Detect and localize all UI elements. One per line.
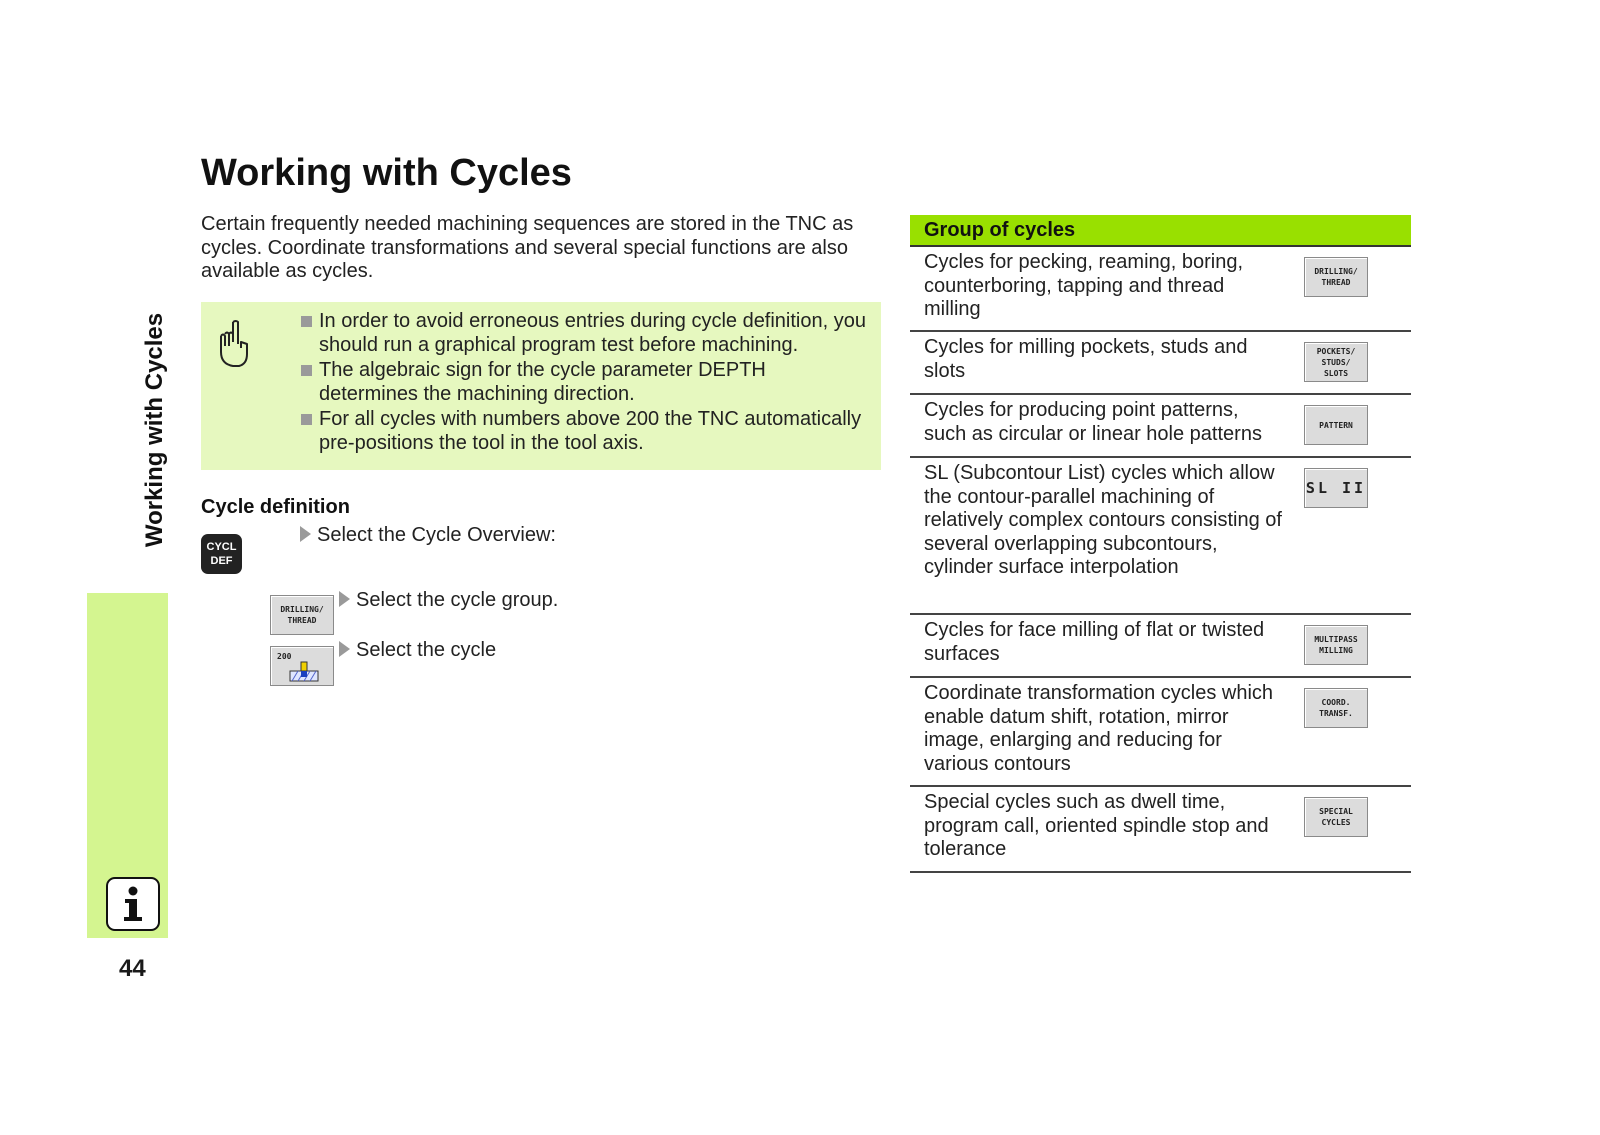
step-select-group: Select the cycle group.	[339, 589, 558, 612]
row-text: Coordinate transformation cycles which enable datum shift, rotation, mirror image, enlarging and reducing for various contours	[924, 682, 1274, 775]
softkey-sl-ii[interactable]: SL II	[1304, 468, 1368, 508]
page-number: 44	[119, 955, 146, 982]
softkey-cycle-200[interactable]: 200	[270, 646, 334, 686]
info-icon	[106, 877, 160, 931]
table-row	[910, 678, 1411, 787]
note-list	[299, 310, 869, 457]
row-text: Special cycles such as dwell time, program call, oriented spindle stop and tolerance	[924, 791, 1269, 860]
intro-paragraph: Certain frequently needed machining sequences are stored in the TNC as cycles. Coordinate transformations and several special functions are also available as cycles.	[201, 213, 854, 282]
cycl-def-key[interactable]: CYCL DEF	[201, 534, 242, 574]
row-text: Cycles for face milling of flat or twisted surfaces	[924, 619, 1265, 665]
arrow-icon	[300, 526, 311, 542]
arrow-icon	[339, 641, 350, 657]
softkey-multipass-milling[interactable]: MULTIPASS MILLING	[1304, 625, 1368, 665]
softkey-drilling-thread[interactable]: DRILLING/ THREAD	[1304, 257, 1368, 297]
pointing-hand-icon	[213, 318, 253, 370]
softkey-drilling-thread[interactable]: DRILLING/ THREAD	[270, 595, 334, 635]
step-select-overview: Select the Cycle Overview:	[300, 524, 556, 547]
table-row	[910, 395, 1411, 458]
table-row	[910, 332, 1411, 395]
drill-cycle-icon	[289, 661, 319, 683]
page-title: Working with Cycles	[201, 152, 572, 194]
cycle-groups-table	[910, 215, 1411, 873]
row-text: Cycles for pecking, reaming, boring, counterboring, tapping and thread milling	[924, 251, 1244, 320]
table-row	[910, 787, 1411, 873]
note-item: For all cycles with numbers above 200 the TNC automatically pre-positions the tool in the tool axis.	[299, 408, 869, 455]
row-text: Cycles for milling pockets, studs and slots	[924, 336, 1248, 382]
table-header: Group of cycles	[910, 215, 1411, 247]
row-text: Cycles for producing point patterns, such as circular or linear hole patterns	[924, 399, 1262, 445]
note-item: In order to avoid erroneous entries during cycle definition, you should run a graphical program test before machining.	[299, 310, 869, 357]
table-row	[910, 458, 1411, 615]
softkey-pattern[interactable]: PATTERN	[1304, 405, 1368, 445]
step-select-cycle: Select the cycle	[339, 639, 496, 662]
arrow-icon	[339, 591, 350, 607]
softkey-special-cycles[interactable]: SPECIAL CYCLES	[1304, 797, 1368, 837]
table-row	[910, 615, 1411, 678]
cycle-definition-heading: Cycle definition	[201, 496, 350, 518]
side-tab-title: Working with Cycles	[141, 312, 168, 548]
note-item: The algebraic sign for the cycle parameter DEPTH determines the machining direction.	[299, 359, 869, 406]
row-text: SL (Subcontour List) cycles which allow the contour-parallel machining of relatively complex contours consisting of several overlapping subcontours, cylinder surface interpolation	[924, 462, 1282, 578]
softkey-pockets-studs-slots[interactable]: POCKETS/ STUDS/ SLOTS	[1304, 342, 1368, 382]
table-row	[910, 247, 1411, 332]
softkey-coord-transf[interactable]: COORD. TRANSF.	[1304, 688, 1368, 728]
note-box	[201, 302, 881, 470]
